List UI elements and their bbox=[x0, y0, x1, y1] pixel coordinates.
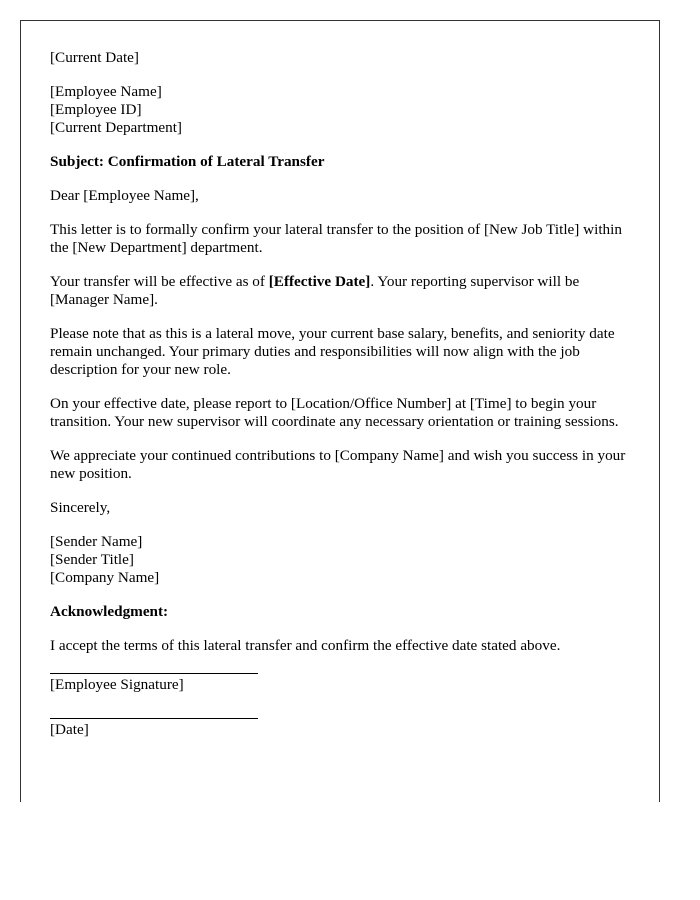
paragraph-compensation: Please note that as this is a lateral move, your current base salary, benefits, and seniority date remain unchanged. Your primary duties and responsibilities will now align with the job description for your new role. bbox=[50, 325, 615, 378]
date-signature-line[interactable] bbox=[50, 718, 258, 719]
paragraph-appreciation: We appreciate your continued contributions to [Company Name] and wish you success in your new position. bbox=[50, 447, 626, 482]
sender-company: [Company Name] bbox=[50, 569, 160, 586]
date-signature-block bbox=[50, 718, 635, 739]
employee-signature-label: [Employee Signature] bbox=[50, 676, 184, 693]
effective-date-value: [Effective Date] bbox=[268, 273, 371, 290]
recipient-name: [Employee Name] bbox=[50, 83, 162, 100]
acknowledgment-heading-text: Acknowledgment: bbox=[50, 603, 169, 620]
subject-line bbox=[50, 153, 635, 171]
effective-date-lead: Your transfer will be effective as of bbox=[50, 273, 269, 290]
letter-body bbox=[50, 49, 635, 755]
recipient-id: [Employee ID] bbox=[50, 101, 142, 118]
employee-signature-line[interactable] bbox=[50, 673, 258, 674]
letter-page bbox=[20, 20, 660, 802]
date-signature-label: [Date] bbox=[50, 721, 89, 738]
recipient-block bbox=[50, 83, 635, 137]
recipient-department: [Current Department] bbox=[50, 119, 182, 136]
acknowledgment-text: I accept the terms of this lateral transfer and confirm the effective date stated above. bbox=[50, 637, 561, 654]
effective-date-tail: . Your reporting supervisor will be [Manager Name]. bbox=[50, 273, 580, 308]
acknowledgment-heading bbox=[50, 603, 635, 621]
sender-title: [Sender Title] bbox=[50, 551, 134, 568]
sender-name: [Sender Name] bbox=[50, 533, 143, 550]
closing: Sincerely, bbox=[50, 499, 111, 516]
paragraph-transfer-confirmation: This letter is to formally confirm your lateral transfer to the position of [New Job Title] within the [New Department] department. bbox=[50, 221, 622, 256]
employee-signature-block bbox=[50, 673, 635, 694]
paragraph-reporting: On your effective date, please report to [Location/Office Number] at [Time] to begin your transition. Your new supervisor will coordinate any necessary orientation or training sessions. bbox=[50, 395, 619, 430]
sender-block bbox=[50, 533, 635, 587]
paragraph-effective-date bbox=[50, 273, 635, 309]
salutation: Dear [Employee Name], bbox=[50, 187, 199, 204]
letter-date: [Current Date] bbox=[50, 49, 139, 66]
subject-text: Subject: Confirmation of Lateral Transfer bbox=[50, 153, 325, 170]
